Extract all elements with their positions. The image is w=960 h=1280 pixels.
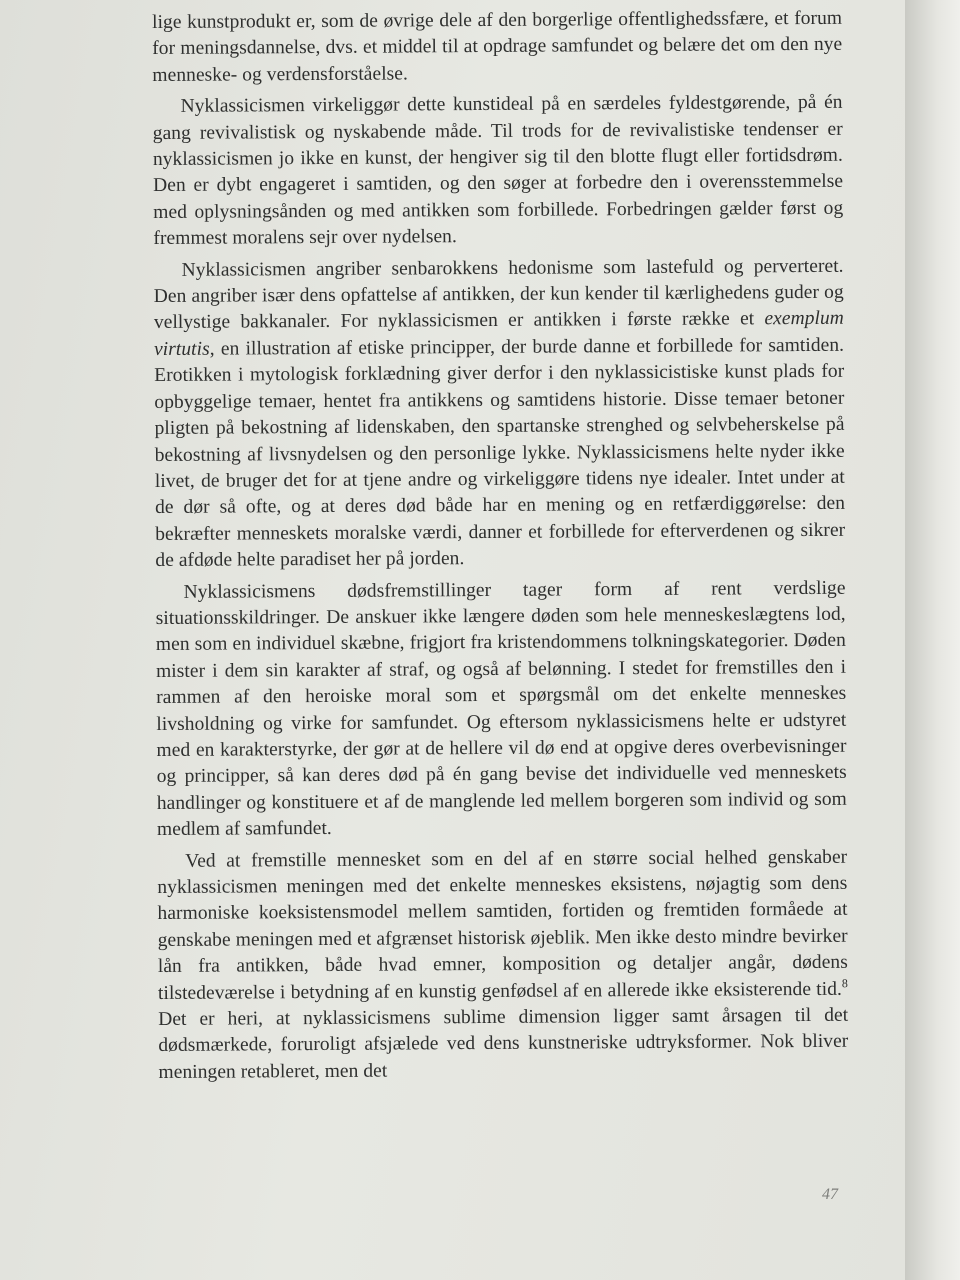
next-page-edge: [905, 0, 960, 1280]
paragraph-3: [154, 253, 846, 574]
paragraph-2: Nyklassicismen virkeliggør dette kunstideal på en særdeles fyldestgørende, på én gang revivalistisk og nyskabende måde. Til trods for de revivalistiske tendenser er nyklassicismen jo ikke en kunst, der hengiver sig til den blotte flugt eller fortidsdrøm. Den er dybt engageret i samtiden, og den søger at forbedre den i overensstemmelse med oplysningsånden og med antikken som forbillede. Forbedringen gælder først og fremmest moralens sejr over nydelsen.: [152, 92, 844, 250]
paragraph-5: [157, 844, 848, 1086]
paragraph-3-text-a: Nyklassicismen angriber senbarokkens hedonisme som lastefuld og perverteret. Den angriber især dens opfattelse af antikken, der kun kender til kærlighedens guder og vellystige bakkanaler. For nyklassicismen er antikken i første række et: [153, 255, 844, 334]
paragraph-3-italic-term: exemplum virtutis: [154, 308, 844, 360]
page-number: 47: [822, 1186, 838, 1203]
paragraph-1: lige kunstprodukt er, som de øvrige dele af den borgerlige offentlighedssfære, et forum for meningsdannelse, dvs. et middel til at opdrage samfundet og belære det om den nye menneske- og verdensforståelse.: [152, 7, 843, 86]
body-text: [152, 6, 849, 1091]
paragraph-5-text-a: Ved at fremstille mennesket som en del af en større social helhed genskaber nyklassicismen meningen med det enkelte menneskes eksistens, nøjagtig som dens harmoniske koeksistensmodel mellem samtiden, fortiden og fremtiden formåede at genskabe meningen med et afgrænset historisk øjeblik. Men ikke desto mindre bevirker lån fra antikken, både hvad emner, komposition og detaljer angår, dødens tilstedeværelse i betydning af en kunstig genfødsel af en allerede ikke eksisterende tid.: [157, 846, 848, 1004]
paragraph-5-text-b: Det er heri, at nyklassicismens sublime dimension ligger samt årsagen til det dødsmærkede, foruroligt afsjælede ved dens kunstneriske udtryksformer. Nok bliver meningen retableret, men det: [158, 1004, 849, 1083]
paragraph-3-text-b: , en illustration af etiske principper, der burde danne et forbillede for samtiden. Erotikken i mytologisk forklædning giver derfor i den nyklassicistiske kunst plads for opbyggelige temaer, hentet fra antikkens og samtidens historie. Disse temaer betoner pligten på bekostning af lidenskaben, den spartanske strenghed og selvbeherskelse på bekostning af livsnydelsen og den personlige lykke. Nyklassicismens helte nyder ikke livet, de bruger det for at tjene andre og virkeliggøre tidens nye idealer. Intet under at de dør så ofte, og at deres død både har en mening og en retfærdiggørelse: den bekræfter menneskets moralske værdi, danner et forbillede for efterverdenen og sikrer de afdøde helte paradiset her på jorden.: [154, 334, 846, 572]
paragraph-4: Nyklassicismens dødsfremstillinger tager form af rent verdslige situationsskildringer. De anskuer ikke længere døden som hele menneskeslægtens lod, men som en individuel skæbne, frigjort fra kristendommens tolkningskategorier. Døden mister i dem sin karakter af straf, og også af belønning. I stedet for fremstilles den i rammen af den heroiske moral som et spørgsmål om det enkelte menneskes livsholdning og virke for samfundet. Og eftersom nyklassicismens helte er udstyret med en karakterstyrke, der gør at de hellere vil dø end at opgive deres overbevisninger og principper, så kan deres død på én gang bevise det individuelle ved menneskets handlinger og konstituere et af de manglende led mellem borgeren som individ og som medlem af samfundet.: [155, 577, 847, 841]
footnote-reference: 8: [841, 975, 848, 990]
